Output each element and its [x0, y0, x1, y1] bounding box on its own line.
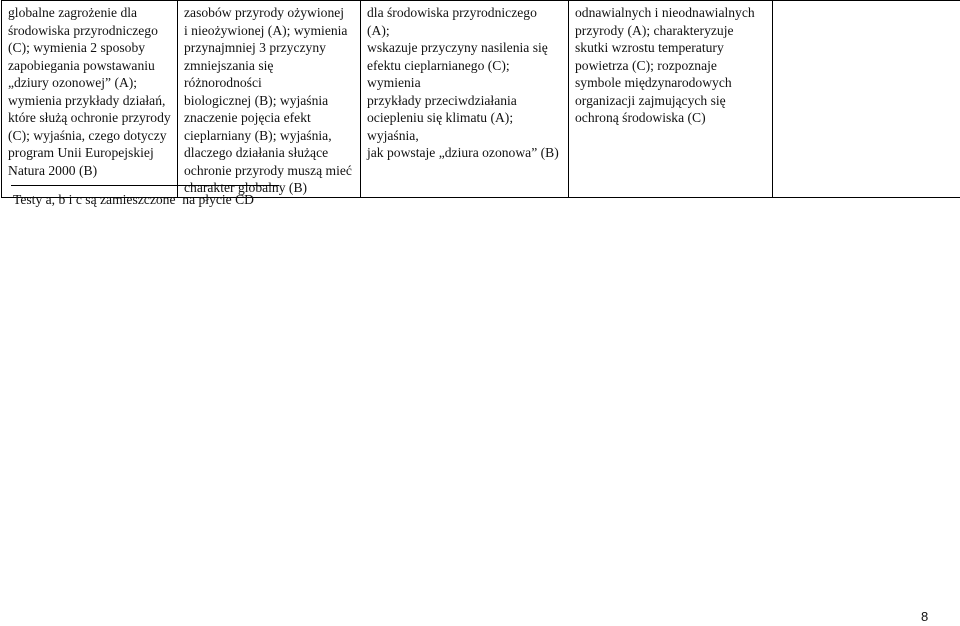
- footnote: Testy a, b i c są zamieszczone na płycie CD: [13, 192, 254, 207]
- table-row: [2, 1, 960, 198]
- table-cell-2: zasobów przyrody ożywionej i nieożywionej (A); wymienia przynajmniej 3 przyczyny zmniejszania się różnorodności biologicznej (B); wyjaśnia znaczenie pojęcia efekt cieplarniany (B); wyjaśnia, dlaczego działania służące ochronie przyrody muszą mieć charakter globalny (B): [178, 1, 361, 198]
- table-cell-3: dla środowiska przyrodniczego (A); wskazuje przyczyny nasilenia się efektu cieplarnianego (C); wymienia przykłady przeciwdziałania ociepleniu się klimatu (A); wyjaśnia, jak powstaje „dziura ozonowa” (B): [361, 1, 569, 198]
- page-number: 8: [921, 609, 929, 624]
- requirements-table: [1, 0, 960, 198]
- table-cell-4: odnawialnych i nieodnawialnych przyrody (A); charakteryzuje skutki wzrostu temperatury powietrza (C); rozpoznaje symbole międzynarodowych organizacji zajmujących się ochroną środowiska (C): [569, 1, 773, 198]
- table-cell-5: [773, 1, 960, 198]
- footnote-separator: [11, 185, 279, 186]
- table-cell-1: globalne zagrożenie dla środowiska przyrodniczego (C); wymienia 2 sposoby zapobiegania powstawaniu „dziury ozonowej” (A); wymienia przykłady działań, które służą ochronie przyrody (C); wyjaśnia, czego dotyczy program Unii Europejskiej Natura 2000 (B): [2, 1, 178, 198]
